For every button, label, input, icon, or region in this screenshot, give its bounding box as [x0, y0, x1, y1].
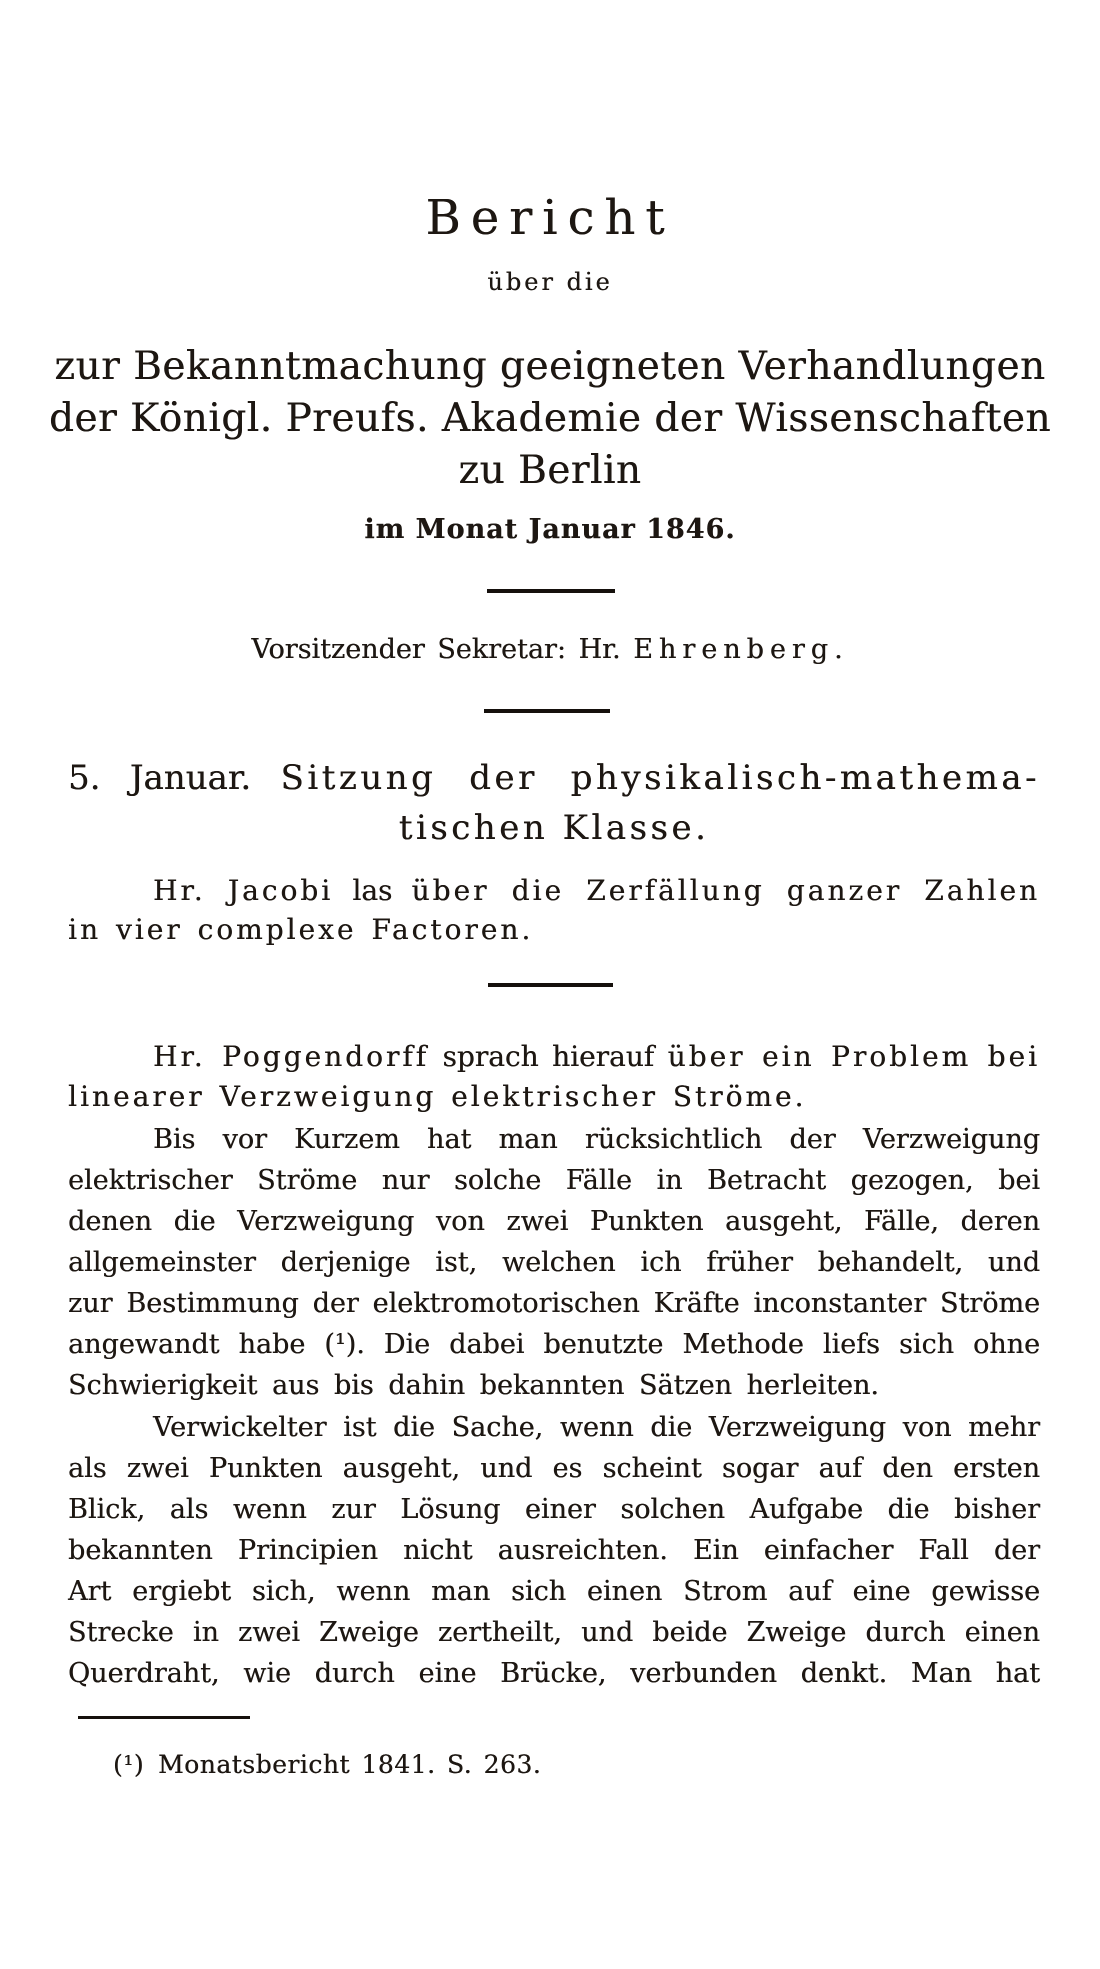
- body-line: als zwei Punkten ausgeht, und es scheint sogar auf den ersten: [68, 1453, 1040, 1484]
- footnote-divider-rule: [78, 1716, 250, 1719]
- session-date: 5. Januar.: [68, 758, 252, 798]
- poggendorff-announcement-line-2: linearer Verzweigung elektrischer Ströme.: [68, 1080, 807, 1113]
- body-line: Schwierigkeit aus bis dahin bekannten Sätzen herleiten.: [68, 1370, 879, 1401]
- body-paragraph-2: [68, 1407, 1040, 1694]
- secretary-label: Vorsitzender Sekretar: Hr.: [251, 634, 621, 665]
- main-title-line-1: zur Bekanntmachung geeigneten Verhandlungen: [54, 344, 1046, 389]
- jacobi-announcement-line-1: [68, 871, 1040, 910]
- body-line: bekannten Principien nicht ausreichten. Ein einfacher Fall der: [68, 1535, 1040, 1566]
- poggendorff-topic: über ein Problem bei: [667, 1040, 1041, 1073]
- section-divider-rule: [484, 709, 610, 713]
- body-paragraph-1: [68, 1119, 1040, 1406]
- jacobi-speaker: Hr. Jacobi: [153, 874, 334, 907]
- presiding-secretary-line: [0, 634, 1100, 666]
- jacobi-topic: über die Zerfällung ganzer Zahlen: [411, 874, 1040, 907]
- body-line: Art ergiebt sich, wenn man sich einen Strom auf eine gewisse: [68, 1576, 1040, 1607]
- poggendorff-verb: sprach hierauf: [442, 1040, 655, 1073]
- jacobi-announcement-line-2: in vier complexe Factoren.: [68, 913, 534, 946]
- section-divider-rule: [487, 589, 615, 593]
- body-line: Verwickelter ist die Sache, wenn die Verzweigung von mehr: [153, 1412, 1040, 1443]
- body-line: Strecke in zwei Zweige zertheilt, und beide Zweige durch einen: [68, 1617, 1040, 1648]
- body-line: Querdraht, wie durch eine Brücke, verbunden denkt. Man hat: [68, 1658, 1040, 1689]
- section-divider-rule: [488, 983, 613, 987]
- body-line: elektrischer Ströme nur solche Fälle in Betracht gezogen, bei: [68, 1165, 1040, 1196]
- secretary-name: Ehrenberg.: [633, 634, 849, 665]
- document-subtitle: über die: [487, 268, 613, 296]
- session-heading-line-1: [68, 753, 1040, 803]
- body-line: zur Bestimmung der elektromotorischen Kräfte inconstanter Ströme: [68, 1288, 1040, 1319]
- body-line: Blick, als wenn zur Lösung einer solchen Aufgabe die bisher: [68, 1494, 1040, 1525]
- issue-date-line: im Monat Januar 1846.: [364, 514, 736, 545]
- body-line: Bis vor Kurzem hat man rücksichtlich der Verzweigung: [153, 1124, 1040, 1155]
- body-line: allgemeinster derjenige ist, welchen ich früher behandelt, und: [68, 1247, 1040, 1278]
- jacobi-announcement: [68, 871, 1040, 949]
- session-heading: [68, 753, 1040, 853]
- main-title-line-3: zu Berlin: [458, 448, 642, 493]
- poggendorff-announcement-line-1: [68, 1037, 1040, 1077]
- session-heading-spaced: Sitzung der physikalisch-mathema-: [280, 758, 1040, 798]
- main-title-line-2: der Königl. Preufs. Akademie der Wissenschaften: [48, 396, 1052, 441]
- poggendorff-speaker: Hr. Poggendorff: [153, 1040, 430, 1073]
- jacobi-verb: las: [352, 874, 393, 907]
- body-line: angewandt habe (¹). Die dabei benutzte Methode liefs sich ohne: [68, 1329, 1040, 1360]
- session-heading-line-2: tischen Klasse.: [398, 808, 710, 848]
- main-title: [0, 341, 1100, 497]
- footnote-text: Monatsbericht 1841. S. 263.: [158, 1750, 542, 1779]
- document-title: Bericht: [425, 190, 675, 246]
- footnote-marker: (¹): [113, 1750, 145, 1779]
- footnote: [68, 1749, 1040, 1781]
- body-line: denen die Verzweigung von zwei Punkten ausgeht, Fälle, deren: [68, 1206, 1040, 1237]
- poggendorff-announcement: [68, 1037, 1040, 1117]
